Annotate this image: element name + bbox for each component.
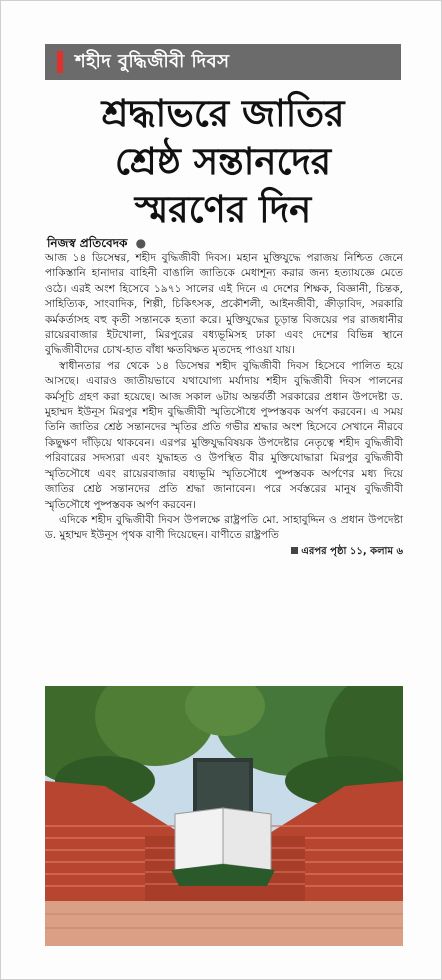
continued-marker	[291, 544, 403, 559]
headline-line-3: স্মরণের দিন	[134, 187, 312, 231]
headline-line-1: শ্রদ্ধাভরে জাতির	[101, 91, 345, 135]
paragraph-1: আজ ১৪ ডিসেম্বর, শহীদ বুদ্ধিজীবী দিবস। মহান মুক্তিযুদ্ধে পরাজয় নিশ্চিত জেনে পাকিস্তানি হানাদার বাহিনী বাঙালি জাতিকে মেধাশূন্য করার জন্য হত্যাযজ্ঞে মেতে ওঠে। এরই অংশ হিসেবে ১৯৭১ সালের এই দিনে এ দেশের শিক্ষক, বিজ্ঞানী, চিন্তক, সাহিত্যিক, সাংবাদিক, শিল্পী, চিকিৎসক, প্রকৌশলী, আইনজীবী, ক্রীড়াবিদ, সরকারি কর্মকর্তাসহ বহু কৃতী সন্তানকে হত্যা করে। মুক্তিযুদ্ধের চূড়ান্ত বিজয়ের পর রাজধানীর রায়েরবাজার ইটখোলা, মিরপুরের বধ্যভূমিসহ ঢাকা এবং দেশের বিভিন্ন স্থানে বুদ্ধিজীবীদের চোখ-হাত বাঁধা ক্ষতবিক্ষত মৃতদেহ পাওয়া যায়।	[45, 252, 403, 357]
monument-photo	[45, 686, 403, 946]
banner-accent-bar	[57, 51, 63, 73]
article-body	[45, 251, 403, 559]
bullet-icon: ●	[131, 236, 147, 250]
monument-illustration	[45, 686, 403, 946]
paragraph-2: স্বাধীনতার পর থেকে ১৪ ডিসেম্বর শহীদ বুদ্ধিজীবী দিবস হিসেবে পালিত হয়ে আসছে। এবারও জাতীয়ভাবে যথাযোগ্য মর্যাদায় শহীদ বুদ্ধিজীবী দিবস পালনের কর্মসূচি গ্রহণ করা হয়েছে। আজ সকাল ৬টায় অন্তর্বর্তী সরকারের প্রধান উপদেষ্টা ড. মুহাম্মদ ইউনূস মিরপুর শহীদ বুদ্ধিজীবী স্মৃতিসৌধে পুষ্পস্তবক অর্পণ করবেন। এ সময় তিনি জাতির শ্রেষ্ঠ সন্তানদের স্মৃতির প্রতি গভীর শ্রদ্ধার অংশ হিসেবে সেখানে নীরবে কিছুক্ষণ দাঁড়িয়ে থাকবেন। এরপর মুক্তিযুদ্ধবিষয়ক উপদেষ্টার নেতৃত্বে শহীদ বুদ্ধিজীবী পরিবারের সদস্যরা এবং যুদ্ধাহত ও উপস্থিত বীর মুক্তিযোদ্ধারা মিরপুর বুদ্ধিজীবী স্মৃতিসৌধে এবং রায়েরবাজার বধ্যভূমি স্মৃতিসৌধে পুষ্পস্তবক অর্পণের মধ্য দিয়ে জাতির শ্রেষ্ঠ সন্তানদের প্রতি শ্রদ্ধা জানাবেন। পরে সর্বস্তরের মানুষ বুদ্ধিজীবী স্মৃতিসৌধে পুষ্পস্তবক অর্পণ করবেন।	[45, 359, 403, 511]
headline-line-2: শ্রেষ্ঠ সন্তানদের	[114, 139, 332, 183]
headline	[45, 89, 401, 233]
byline-text: নিজস্ব প্রতিবেদক	[47, 236, 128, 250]
continued-text: এরপর পৃষ্ঠা ১১, কলাম ৬	[301, 545, 403, 557]
square-icon	[291, 547, 298, 554]
paragraph-3: এদিকে শহীদ বুদ্ধিজীবী দিবস উপলক্ষে রাষ্ট্রপতি মো. সাহাবুদ্দিন ও প্রধান উপদেষ্টা ড. মুহাম্মদ ইউনূস পৃথক বাণী দিয়েছেন। বাণীতে রাষ্ট্রপতি	[45, 513, 403, 542]
section-banner	[45, 44, 401, 80]
section-label: শহীদ বুদ্ধিজীবী দিবস	[75, 50, 230, 72]
